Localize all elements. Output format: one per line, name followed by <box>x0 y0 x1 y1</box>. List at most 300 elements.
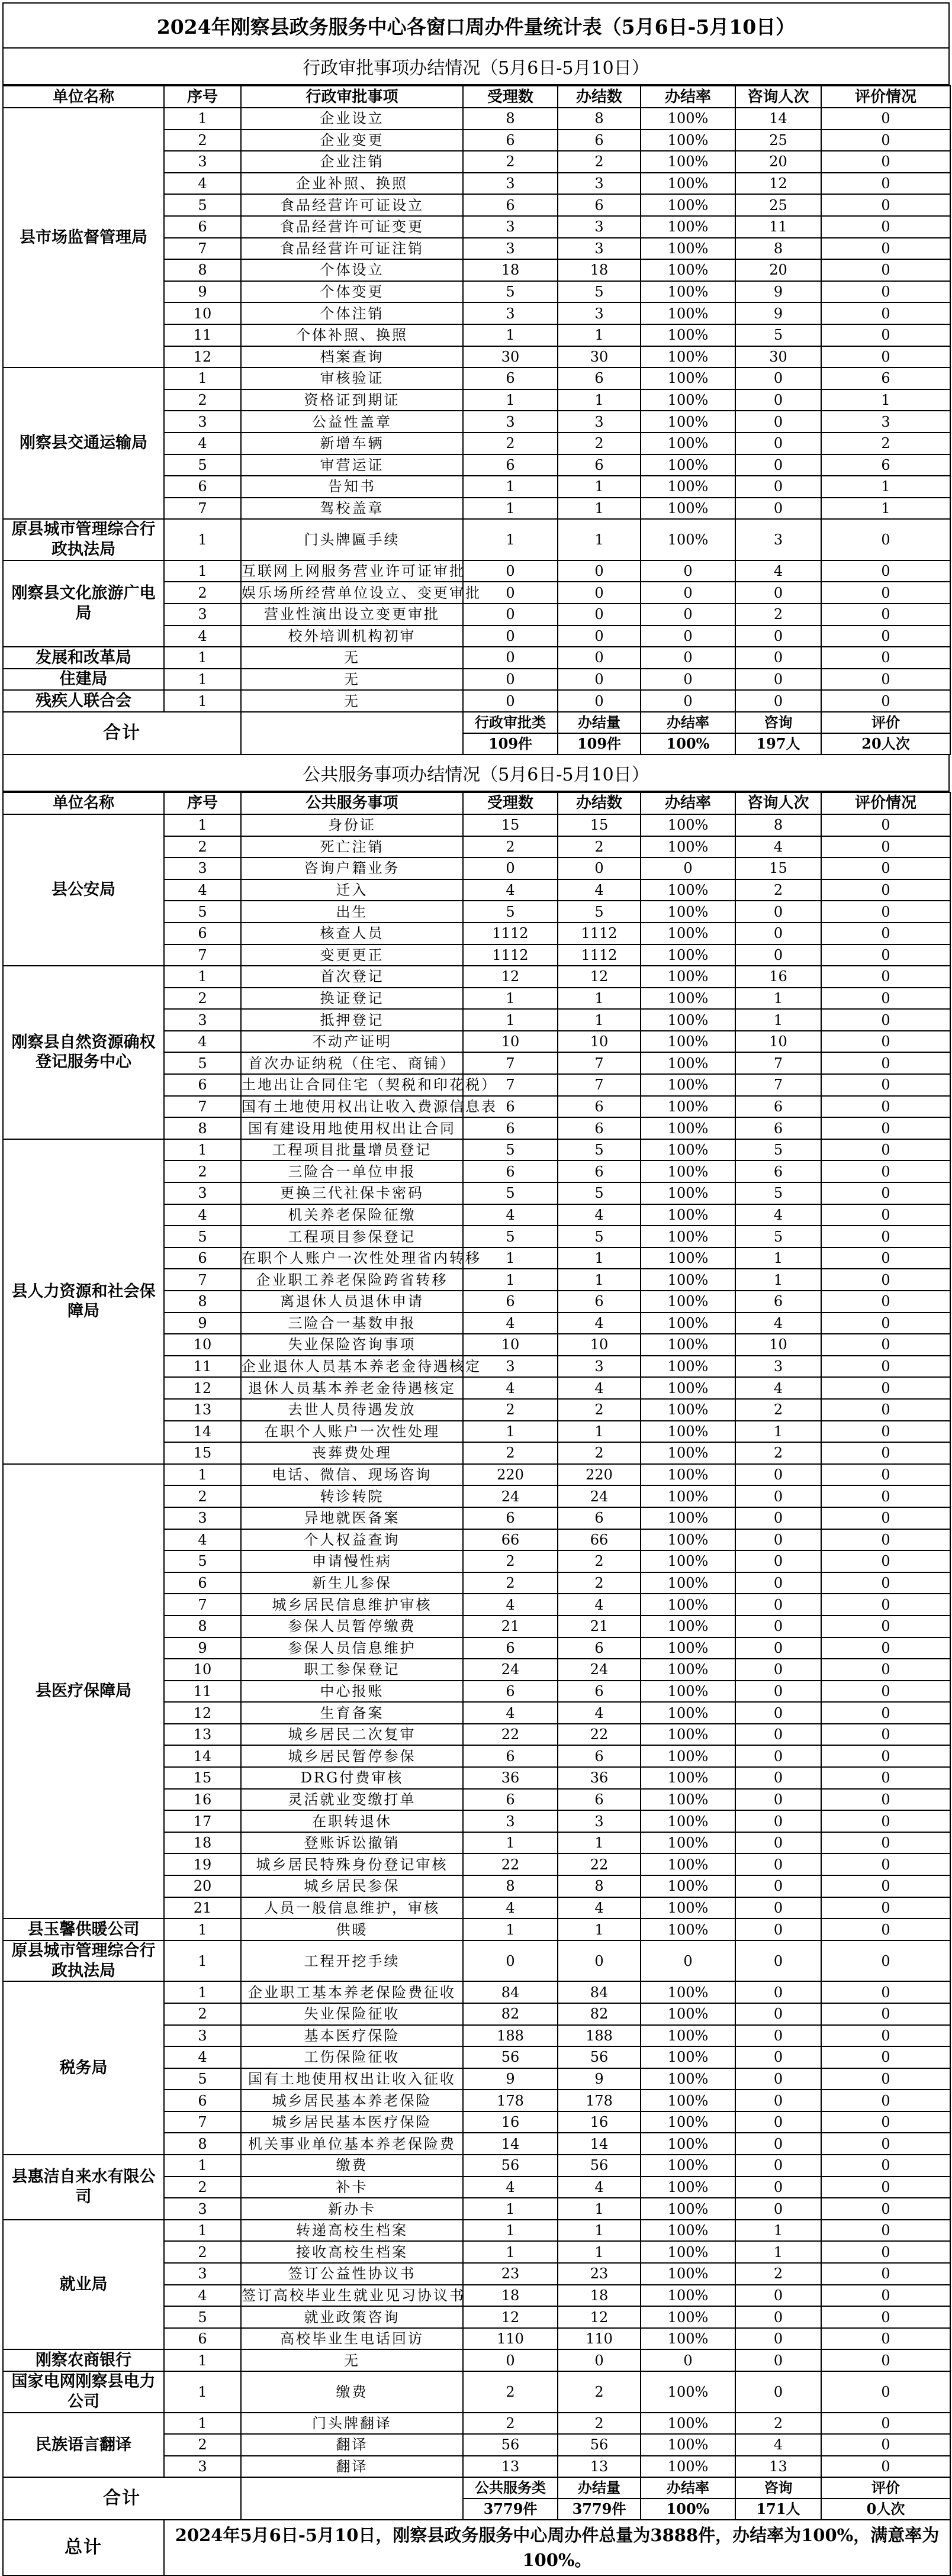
consult-cell: 8 <box>735 238 821 260</box>
total-value-cell: 3779件 <box>463 2498 558 2520</box>
accepted-cell: 3 <box>463 302 558 324</box>
evaluation-cell: 0 <box>821 1421 950 1443</box>
accepted-cell: 10 <box>463 1334 558 1356</box>
completed-cell: 3 <box>558 173 641 195</box>
consult-cell: 0 <box>735 1832 821 1854</box>
consult-cell: 4 <box>735 2434 821 2456</box>
seq-cell: 1 <box>164 1464 241 1486</box>
column-header: 序号 <box>164 792 241 814</box>
consult-cell: 9 <box>735 302 821 324</box>
accepted-cell: 0 <box>463 647 558 669</box>
rate-cell: 100% <box>641 1853 735 1875</box>
seq-cell: 3 <box>164 2456 241 2478</box>
consult-cell: 0 <box>735 433 821 454</box>
consult-cell: 3 <box>735 519 821 560</box>
item-cell: 失业保险征收 <box>241 2003 463 2025</box>
rate-cell: 100% <box>641 1485 735 1507</box>
evaluation-cell: 0 <box>821 2046 950 2068</box>
seq-cell: 5 <box>164 454 241 476</box>
table-row <box>3 1940 950 1982</box>
completed-cell: 2 <box>558 2413 641 2435</box>
accepted-cell: 6 <box>463 1096 558 1118</box>
table-row <box>3 2349 950 2371</box>
accepted-cell: 3 <box>463 1810 558 1832</box>
accepted-cell: 8 <box>463 1875 558 1897</box>
seq-cell: 3 <box>164 857 241 879</box>
evaluation-cell: 0 <box>821 1247 950 1269</box>
evaluation-cell: 0 <box>821 2111 950 2133</box>
evaluation-cell: 0 <box>821 1464 950 1486</box>
completed-cell: 1 <box>558 2198 641 2220</box>
consult-cell: 0 <box>735 2285 821 2307</box>
consult-cell: 30 <box>735 346 821 368</box>
rate-cell: 100% <box>641 1356 735 1378</box>
consult-cell: 0 <box>735 1464 821 1486</box>
consult-cell: 2 <box>735 604 821 626</box>
evaluation-cell: 0 <box>821 626 950 647</box>
consult-cell: 3 <box>735 1356 821 1378</box>
seq-cell: 2 <box>164 130 241 151</box>
table-row <box>3 669 950 691</box>
accepted-cell: 0 <box>463 604 558 626</box>
completed-cell: 6 <box>558 1096 641 1118</box>
accepted-cell: 13 <box>463 2456 558 2478</box>
rate-cell: 100% <box>641 923 735 944</box>
table-row <box>3 560 950 582</box>
rate-cell: 0 <box>641 690 735 712</box>
column-header: 行政审批事项 <box>241 86 463 108</box>
total-header-cell: 办结量 <box>558 2477 641 2498</box>
completed-cell: 5 <box>558 281 641 303</box>
table-row <box>3 1981 950 2003</box>
completed-cell: 1 <box>558 476 641 498</box>
accepted-cell: 24 <box>463 1659 558 1681</box>
consult-cell: 4 <box>735 1204 821 1226</box>
item-cell: 人员一般信息维护，审核 <box>241 1897 463 1919</box>
accepted-cell: 6 <box>463 367 558 389</box>
item-cell: 抵押登记 <box>241 1009 463 1031</box>
seq-cell: 2 <box>164 988 241 1010</box>
accepted-cell: 3 <box>463 173 558 195</box>
rate-cell: 100% <box>641 2198 735 2220</box>
item-cell: 换证登记 <box>241 988 463 1010</box>
completed-cell: 2 <box>558 2371 641 2413</box>
seq-cell: 4 <box>164 2046 241 2068</box>
completed-cell: 4 <box>558 1897 641 1919</box>
rate-cell: 100% <box>641 1377 735 1399</box>
total-blank-cell <box>241 2477 463 2520</box>
accepted-cell: 6 <box>463 1745 558 1767</box>
accepted-cell: 4 <box>463 2177 558 2198</box>
rate-cell: 100% <box>641 1529 735 1551</box>
evaluation-cell: 0 <box>821 1919 950 1940</box>
completed-cell: 4 <box>558 1313 641 1334</box>
item-cell: 企业设立 <box>241 108 463 130</box>
accepted-cell: 66 <box>463 1529 558 1551</box>
evaluation-cell: 0 <box>821 238 950 260</box>
seq-cell: 3 <box>164 411 241 433</box>
accepted-cell: 1 <box>463 1269 558 1291</box>
consult-cell: 0 <box>735 454 821 476</box>
accepted-cell: 6 <box>463 1160 558 1182</box>
seq-cell: 1 <box>164 1139 241 1161</box>
completed-cell: 16 <box>558 2111 641 2133</box>
unit-name-cell: 县医疗保障局 <box>3 1464 164 1919</box>
evaluation-cell: 0 <box>821 2198 950 2220</box>
consult-cell: 5 <box>735 1139 821 1161</box>
total-row <box>3 2477 950 2498</box>
completed-cell: 36 <box>558 1767 641 1789</box>
completed-cell: 24 <box>558 1485 641 1507</box>
total-value-cell: 197人 <box>735 733 821 755</box>
seq-cell: 5 <box>164 194 241 216</box>
consult-cell: 0 <box>735 1981 821 2003</box>
accepted-cell: 0 <box>463 857 558 879</box>
report-title: 2024年刚察县政务服务中心各窗口周办件量统计表（5月6日-5月10日） <box>2 2 950 49</box>
completed-cell: 6 <box>558 1507 641 1529</box>
accepted-cell: 5 <box>463 281 558 303</box>
consult-cell: 0 <box>735 2046 821 2068</box>
evaluation-cell: 0 <box>821 1572 950 1594</box>
item-cell: 互联网上网服务营业许可证审批 <box>241 560 463 582</box>
rate-cell: 100% <box>641 2371 735 2413</box>
item-cell: 生育备案 <box>241 1702 463 1724</box>
evaluation-cell: 0 <box>821 1940 950 1982</box>
consult-cell: 0 <box>735 2090 821 2111</box>
accepted-cell: 22 <box>463 1853 558 1875</box>
consult-cell: 2 <box>735 1399 821 1421</box>
seq-cell: 4 <box>164 1031 241 1053</box>
completed-cell: 1 <box>558 1009 641 1031</box>
evaluation-cell: 0 <box>821 966 950 988</box>
item-cell: 驾校盖章 <box>241 498 463 520</box>
rate-cell: 0 <box>641 1940 735 1982</box>
total-value-cell: 109件 <box>558 733 641 755</box>
rate-cell: 100% <box>641 901 735 923</box>
rate-cell: 100% <box>641 194 735 216</box>
total-label: 合计 <box>3 712 241 755</box>
unit-name-cell: 原县城市管理综合行政执法局 <box>3 519 164 560</box>
rate-cell: 100% <box>641 1269 735 1291</box>
rate-cell: 100% <box>641 836 735 858</box>
consult-cell: 20 <box>735 259 821 281</box>
consult-cell: 9 <box>735 281 821 303</box>
consult-cell: 13 <box>735 2456 821 2478</box>
accepted-cell: 2 <box>463 836 558 858</box>
seq-cell: 3 <box>164 2263 241 2285</box>
evaluation-cell: 0 <box>821 988 950 1010</box>
seq-cell: 14 <box>164 1745 241 1767</box>
consult-cell: 10 <box>735 1031 821 1053</box>
completed-cell: 1 <box>558 324 641 346</box>
seq-cell: 1 <box>164 2220 241 2242</box>
rate-cell: 100% <box>641 1160 735 1182</box>
consult-cell: 0 <box>735 2133 821 2155</box>
item-cell: 核查人员 <box>241 923 463 944</box>
completed-cell: 0 <box>558 647 641 669</box>
rate-cell: 100% <box>641 151 735 173</box>
column-header: 序号 <box>164 86 241 108</box>
completed-cell: 12 <box>558 2306 641 2328</box>
item-cell: 新生儿参保 <box>241 1572 463 1594</box>
rate-cell: 100% <box>641 1334 735 1356</box>
evaluation-cell: 0 <box>821 1724 950 1746</box>
section-title: 行政审批事项办结情况（5月6日-5月10日） <box>2 49 950 85</box>
seq-cell: 13 <box>164 1724 241 1746</box>
accepted-cell: 12 <box>463 2306 558 2328</box>
item-cell: 参保人员暂停缴费 <box>241 1616 463 1637</box>
item-cell: 审核验证 <box>241 367 463 389</box>
rate-cell: 100% <box>641 2220 735 2242</box>
evaluation-cell: 0 <box>821 1789 950 1811</box>
seq-cell: 1 <box>164 1981 241 2003</box>
consult-cell: 0 <box>735 1853 821 1875</box>
table-row <box>3 966 950 988</box>
evaluation-cell: 6 <box>821 454 950 476</box>
item-cell: 在职个人账户一次性处理省内转移 <box>241 1247 463 1269</box>
consult-cell: 0 <box>735 1637 821 1659</box>
completed-cell: 0 <box>558 669 641 691</box>
seq-cell: 7 <box>164 1594 241 1616</box>
column-header: 单位名称 <box>3 792 164 814</box>
completed-cell: 3 <box>558 1356 641 1378</box>
seq-cell: 6 <box>164 216 241 238</box>
item-cell: 公益性盖章 <box>241 411 463 433</box>
accepted-cell: 2 <box>463 1550 558 1572</box>
item-cell: 娱乐场所经营单位设立、变更审批 <box>241 582 463 604</box>
seq-cell: 1 <box>164 2371 241 2413</box>
item-cell: 签订高校毕业生就业见习协议书 <box>241 2285 463 2307</box>
rate-cell: 100% <box>641 2046 735 2068</box>
seq-cell: 6 <box>164 1247 241 1269</box>
seq-cell: 4 <box>164 1204 241 1226</box>
column-header: 受理数 <box>463 792 558 814</box>
item-cell: 申请慢性病 <box>241 1550 463 1572</box>
item-cell: 国有土地使用权出让收入征收 <box>241 2068 463 2090</box>
column-header: 评价情况 <box>821 792 950 814</box>
evaluation-cell: 0 <box>821 1334 950 1356</box>
rate-cell: 100% <box>641 2306 735 2328</box>
accepted-cell: 6 <box>463 1789 558 1811</box>
consult-cell: 2 <box>735 1442 821 1464</box>
item-cell: 失业保险咨询事项 <box>241 1334 463 1356</box>
seq-cell: 4 <box>164 879 241 901</box>
column-header: 咨询人次 <box>735 792 821 814</box>
seq-cell: 1 <box>164 690 241 712</box>
rate-cell: 100% <box>641 1810 735 1832</box>
seq-cell: 1 <box>164 2349 241 2371</box>
completed-cell: 10 <box>558 1031 641 1053</box>
completed-cell: 23 <box>558 2263 641 2285</box>
table-row <box>3 647 950 669</box>
consult-cell: 1 <box>735 1009 821 1031</box>
evaluation-cell: 0 <box>821 1485 950 1507</box>
rate-cell: 100% <box>641 2263 735 2285</box>
item-cell: 变更更正 <box>241 944 463 966</box>
consult-cell: 25 <box>735 130 821 151</box>
evaluation-cell: 0 <box>821 346 950 368</box>
rate-cell: 100% <box>641 476 735 498</box>
consult-cell: 10 <box>735 1334 821 1356</box>
completed-cell: 220 <box>558 1464 641 1486</box>
completed-cell: 110 <box>558 2328 641 2350</box>
seq-cell: 11 <box>164 1356 241 1378</box>
completed-cell: 1 <box>558 519 641 560</box>
evaluation-cell: 0 <box>821 814 950 836</box>
accepted-cell: 1 <box>463 1009 558 1031</box>
consult-cell: 0 <box>735 1550 821 1572</box>
evaluation-cell: 0 <box>821 1616 950 1637</box>
item-cell: 审营运证 <box>241 454 463 476</box>
seq-cell: 7 <box>164 944 241 966</box>
total-label: 合计 <box>3 2477 241 2520</box>
completed-cell: 6 <box>558 1291 641 1313</box>
evaluation-cell: 0 <box>821 1204 950 1226</box>
item-cell: 营业性演出设立变更审批 <box>241 604 463 626</box>
seq-cell: 15 <box>164 1767 241 1789</box>
consult-cell: 0 <box>735 2155 821 2177</box>
table-row <box>3 519 950 560</box>
item-cell: 不动产证明 <box>241 1031 463 1053</box>
evaluation-cell: 0 <box>821 194 950 216</box>
completed-cell: 3 <box>558 1810 641 1832</box>
evaluation-cell: 0 <box>821 281 950 303</box>
item-cell: 工程项目参保登记 <box>241 1226 463 1247</box>
item-cell: 首次登记 <box>241 966 463 988</box>
rate-cell: 100% <box>641 1981 735 2003</box>
accepted-cell: 5 <box>463 1182 558 1204</box>
rate-cell: 100% <box>641 944 735 966</box>
rate-cell: 100% <box>641 1572 735 1594</box>
table-row <box>3 2155 950 2177</box>
total-header-cell: 咨询 <box>735 2477 821 2498</box>
evaluation-cell: 1 <box>821 389 950 411</box>
rate-cell: 100% <box>641 2025 735 2047</box>
accepted-cell: 6 <box>463 194 558 216</box>
item-cell: 异地就医备案 <box>241 1507 463 1529</box>
total-value-cell: 100% <box>641 733 735 755</box>
evaluation-cell: 0 <box>821 582 950 604</box>
rate-cell: 100% <box>641 2090 735 2111</box>
item-cell: 企业退休人员基本养老金待遇核定 <box>241 1356 463 1378</box>
item-cell: 丧葬费处理 <box>241 1442 463 1464</box>
rate-cell: 100% <box>641 1745 735 1767</box>
item-cell: 三险合一基数申报 <box>241 1313 463 1334</box>
consult-cell: 20 <box>735 151 821 173</box>
seq-cell: 1 <box>164 966 241 988</box>
accepted-cell: 3 <box>463 238 558 260</box>
evaluation-cell: 0 <box>821 2371 950 2413</box>
accepted-cell: 15 <box>463 814 558 836</box>
completed-cell: 56 <box>558 2155 641 2177</box>
evaluation-cell: 0 <box>821 2025 950 2047</box>
evaluation-cell: 0 <box>821 1637 950 1659</box>
item-cell: 门头牌翻译 <box>241 2413 463 2435</box>
evaluation-cell: 0 <box>821 1269 950 1291</box>
rate-cell: 100% <box>641 1616 735 1637</box>
accepted-cell: 1 <box>463 2241 558 2263</box>
item-cell: 城乡居民参保 <box>241 1875 463 1897</box>
seq-cell: 3 <box>164 2198 241 2220</box>
total-header-cell: 行政审批类 <box>463 712 558 733</box>
completed-cell: 1 <box>558 1269 641 1291</box>
rate-cell: 100% <box>641 1074 735 1096</box>
rate-cell: 100% <box>641 1464 735 1486</box>
item-cell: 转递高校生档案 <box>241 2220 463 2242</box>
accepted-cell: 2 <box>463 151 558 173</box>
grand-total-summary: 2024年5月6日-5月10日，刚察县政务服务中心周办件总量为3888件，办结率为100%，满意率为100%。 <box>164 2520 950 2575</box>
rate-cell: 100% <box>641 1659 735 1681</box>
evaluation-cell: 0 <box>821 1096 950 1118</box>
unit-name-cell: 国家电网刚察县电力公司 <box>3 2371 164 2413</box>
item-cell: 企业变更 <box>241 130 463 151</box>
completed-cell: 1 <box>558 1421 641 1443</box>
item-cell: 国有建设用地使用权出让合同 <box>241 1117 463 1139</box>
evaluation-cell: 0 <box>821 519 950 560</box>
consult-cell: 0 <box>735 1789 821 1811</box>
completed-cell: 6 <box>558 1745 641 1767</box>
consult-cell: 4 <box>735 1377 821 1399</box>
item-cell: 机关事业单位基本养老保险费 <box>241 2133 463 2155</box>
accepted-cell: 1112 <box>463 944 558 966</box>
rate-cell: 100% <box>641 988 735 1010</box>
item-cell: 个体变更 <box>241 281 463 303</box>
evaluation-cell: 0 <box>821 2413 950 2435</box>
evaluation-cell: 0 <box>821 2434 950 2456</box>
accepted-cell: 56 <box>463 2155 558 2177</box>
table-row <box>3 814 950 836</box>
item-cell: 食品经营许可证设立 <box>241 194 463 216</box>
rate-cell: 100% <box>641 108 735 130</box>
evaluation-cell: 0 <box>821 1182 950 1204</box>
evaluation-cell: 0 <box>821 836 950 858</box>
rate-cell: 100% <box>641 324 735 346</box>
evaluation-cell: 0 <box>821 1009 950 1031</box>
consult-cell: 11 <box>735 216 821 238</box>
item-cell: 基本医疗保险 <box>241 2025 463 2047</box>
accepted-cell: 1 <box>463 2220 558 2242</box>
total-blank-cell <box>241 712 463 755</box>
total-value-cell: 20人次 <box>821 733 950 755</box>
item-cell: 新增车辆 <box>241 433 463 454</box>
rate-cell: 100% <box>641 216 735 238</box>
consult-cell: 5 <box>735 324 821 346</box>
accepted-cell: 110 <box>463 2328 558 2350</box>
accepted-cell: 1 <box>463 1421 558 1443</box>
consult-cell: 0 <box>735 1745 821 1767</box>
completed-cell: 6 <box>558 454 641 476</box>
evaluation-cell: 0 <box>821 1853 950 1875</box>
item-cell: 企业补照、换照 <box>241 173 463 195</box>
item-cell: 职工参保登记 <box>241 1659 463 1681</box>
seq-cell: 4 <box>164 626 241 647</box>
evaluation-cell: 0 <box>821 1442 950 1464</box>
consult-cell: 0 <box>735 669 821 691</box>
consult-cell: 0 <box>735 1507 821 1529</box>
grand-total-label: 总计 <box>3 2520 164 2575</box>
item-cell: 登账诉讼撤销 <box>241 1832 463 1854</box>
item-cell: 工程项目批量增员登记 <box>241 1139 463 1161</box>
column-header: 公共服务事项 <box>241 792 463 814</box>
seq-cell: 1 <box>164 108 241 130</box>
seq-cell: 12 <box>164 1702 241 1724</box>
evaluation-cell: 0 <box>821 1529 950 1551</box>
rate-cell: 100% <box>641 1421 735 1443</box>
consult-cell: 0 <box>735 1659 821 1681</box>
item-cell: 去世人员待遇发放 <box>241 1399 463 1421</box>
consult-cell: 0 <box>735 923 821 944</box>
rate-cell: 100% <box>641 281 735 303</box>
